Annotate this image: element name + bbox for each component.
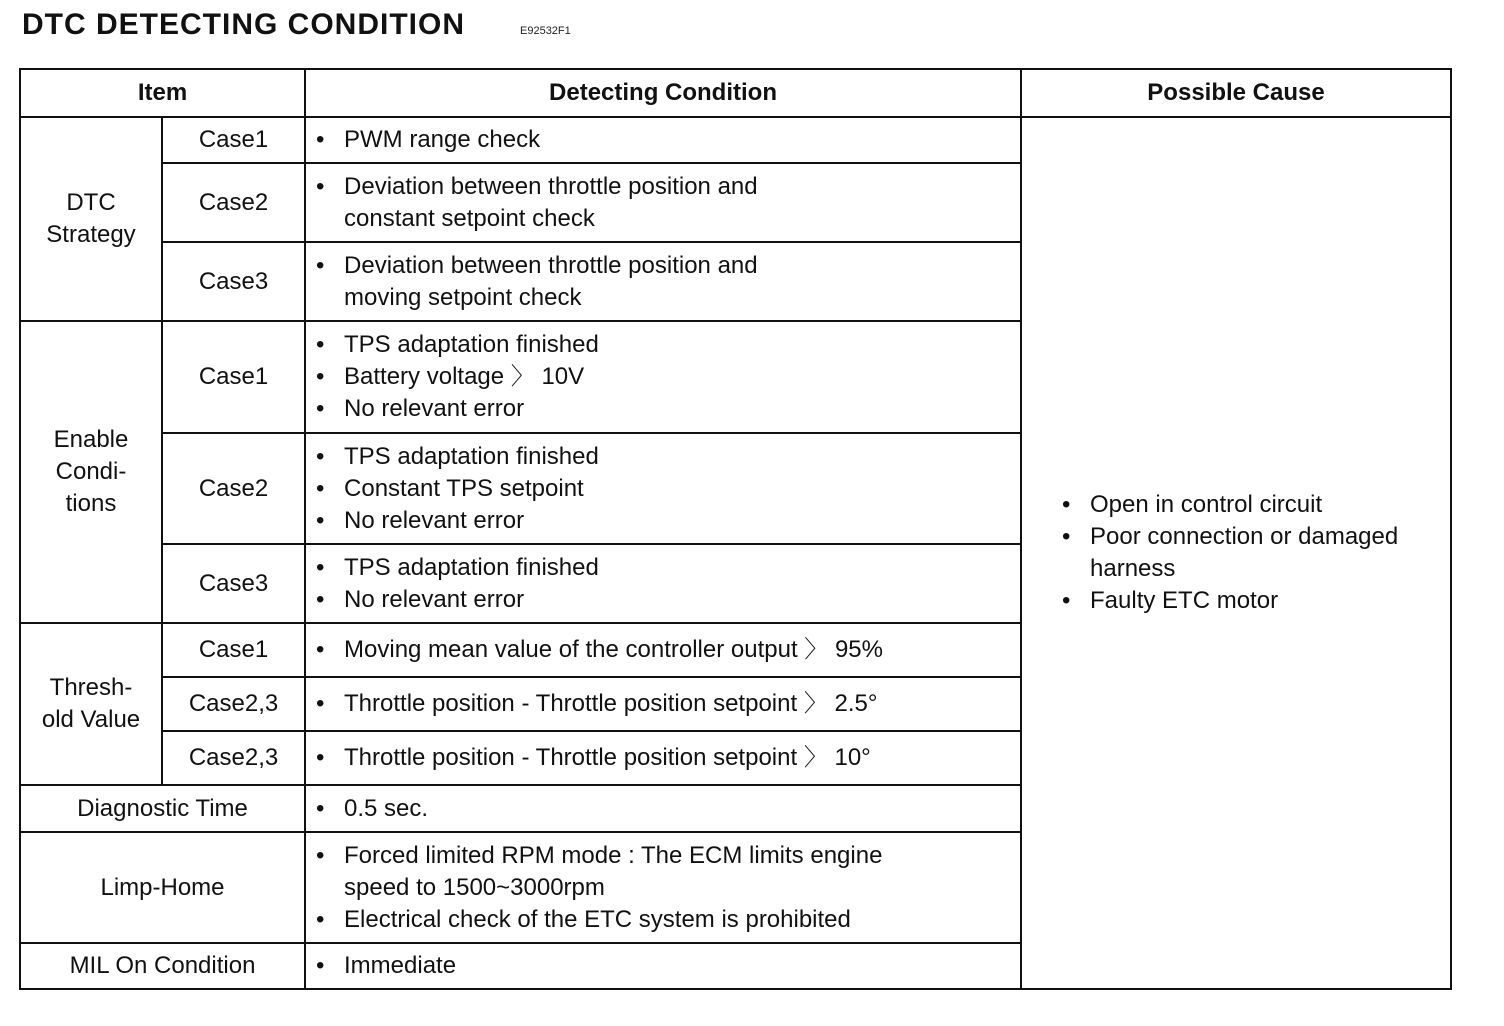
limp-home-label: Limp-Home: [20, 832, 305, 943]
condition-cell: [305, 943, 1021, 989]
header-item: Item: [20, 69, 305, 117]
condition-cell: [305, 832, 1021, 943]
case-label: Case2: [162, 433, 305, 544]
condition-cell: [305, 677, 1021, 731]
group-label: Enable Condi- tions: [53, 426, 129, 517]
condition-item: • Immediate: [344, 950, 1010, 982]
group-enable-conditions: [20, 321, 162, 623]
condition-item: • 0.5 sec.: [344, 793, 1010, 825]
condition-item: • Constant TPS setpoint: [344, 473, 1010, 505]
table-row: [20, 117, 1451, 163]
figure-code: E92532F1: [520, 25, 571, 37]
cause-item: • Open in control circuit: [1090, 489, 1440, 521]
dtc-condition-table: [19, 68, 1452, 990]
case-label: Case3: [162, 544, 305, 623]
condition-cell: [305, 785, 1021, 832]
condition-cell: [305, 163, 1021, 242]
condition-cell: [305, 242, 1021, 321]
condition-item: • Battery voltage 〉 10V: [344, 361, 1010, 393]
cause-item: • Faulty ETC motor: [1090, 585, 1440, 617]
diagnostic-time-label: Diagnostic Time: [20, 785, 305, 832]
mil-on-label: MIL On Condition: [20, 943, 305, 989]
condition-cell: [305, 731, 1021, 785]
case-label: Case2,3: [162, 731, 305, 785]
condition-cell: [305, 117, 1021, 163]
condition-item: • No relevant error: [344, 505, 1010, 537]
condition-item: • Throttle position - Throttle position setpoint 〉 2.5°: [344, 688, 1010, 720]
condition-item: • TPS adaptation finished: [344, 552, 1010, 584]
condition-item: • Forced limited RPM mode : The ECM limits engine speed to 1500~3000rpm: [344, 840, 904, 904]
case-label: Case1: [162, 321, 305, 433]
case-label: Case2,3: [162, 677, 305, 731]
case-label: Case1: [162, 623, 305, 677]
condition-item: • Deviation between throttle position and moving setpoint check: [344, 250, 834, 314]
case-label: Case1: [162, 117, 305, 163]
condition-cell: [305, 321, 1021, 433]
group-threshold-value: [20, 623, 162, 785]
page-title: DTC DETECTING CONDITION: [22, 8, 465, 41]
condition-cell: [305, 433, 1021, 544]
cause-item: • Poor connection or damaged harness: [1090, 521, 1440, 585]
case-label: Case2: [162, 163, 305, 242]
group-label: DTC Strategy: [46, 189, 136, 248]
case-label: Case3: [162, 242, 305, 321]
condition-item: • Throttle position - Throttle position setpoint 〉 10°: [344, 742, 1010, 774]
condition-item: • No relevant error: [344, 393, 1010, 425]
condition-item: • Deviation between throttle position and constant setpoint check: [344, 171, 834, 235]
condition-item: • PWM range check: [344, 124, 1010, 156]
condition-item: • Moving mean value of the controller output 〉 95%: [344, 634, 1010, 666]
condition-cell: [305, 623, 1021, 677]
condition-item: • TPS adaptation finished: [344, 441, 1010, 473]
header-row: [20, 69, 1451, 117]
group-dtc-strategy: [20, 117, 162, 321]
possible-cause-cell: [1021, 117, 1451, 989]
group-label: Thresh- old Value: [41, 674, 141, 733]
condition-item: • TPS adaptation finished: [344, 329, 1010, 361]
header-possible-cause: Possible Cause: [1021, 69, 1451, 117]
condition-item: • Electrical check of the ETC system is prohibited: [344, 904, 1010, 936]
condition-item: • No relevant error: [344, 584, 1010, 616]
header-detecting-condition: Detecting Condition: [305, 69, 1021, 117]
condition-cell: [305, 544, 1021, 623]
